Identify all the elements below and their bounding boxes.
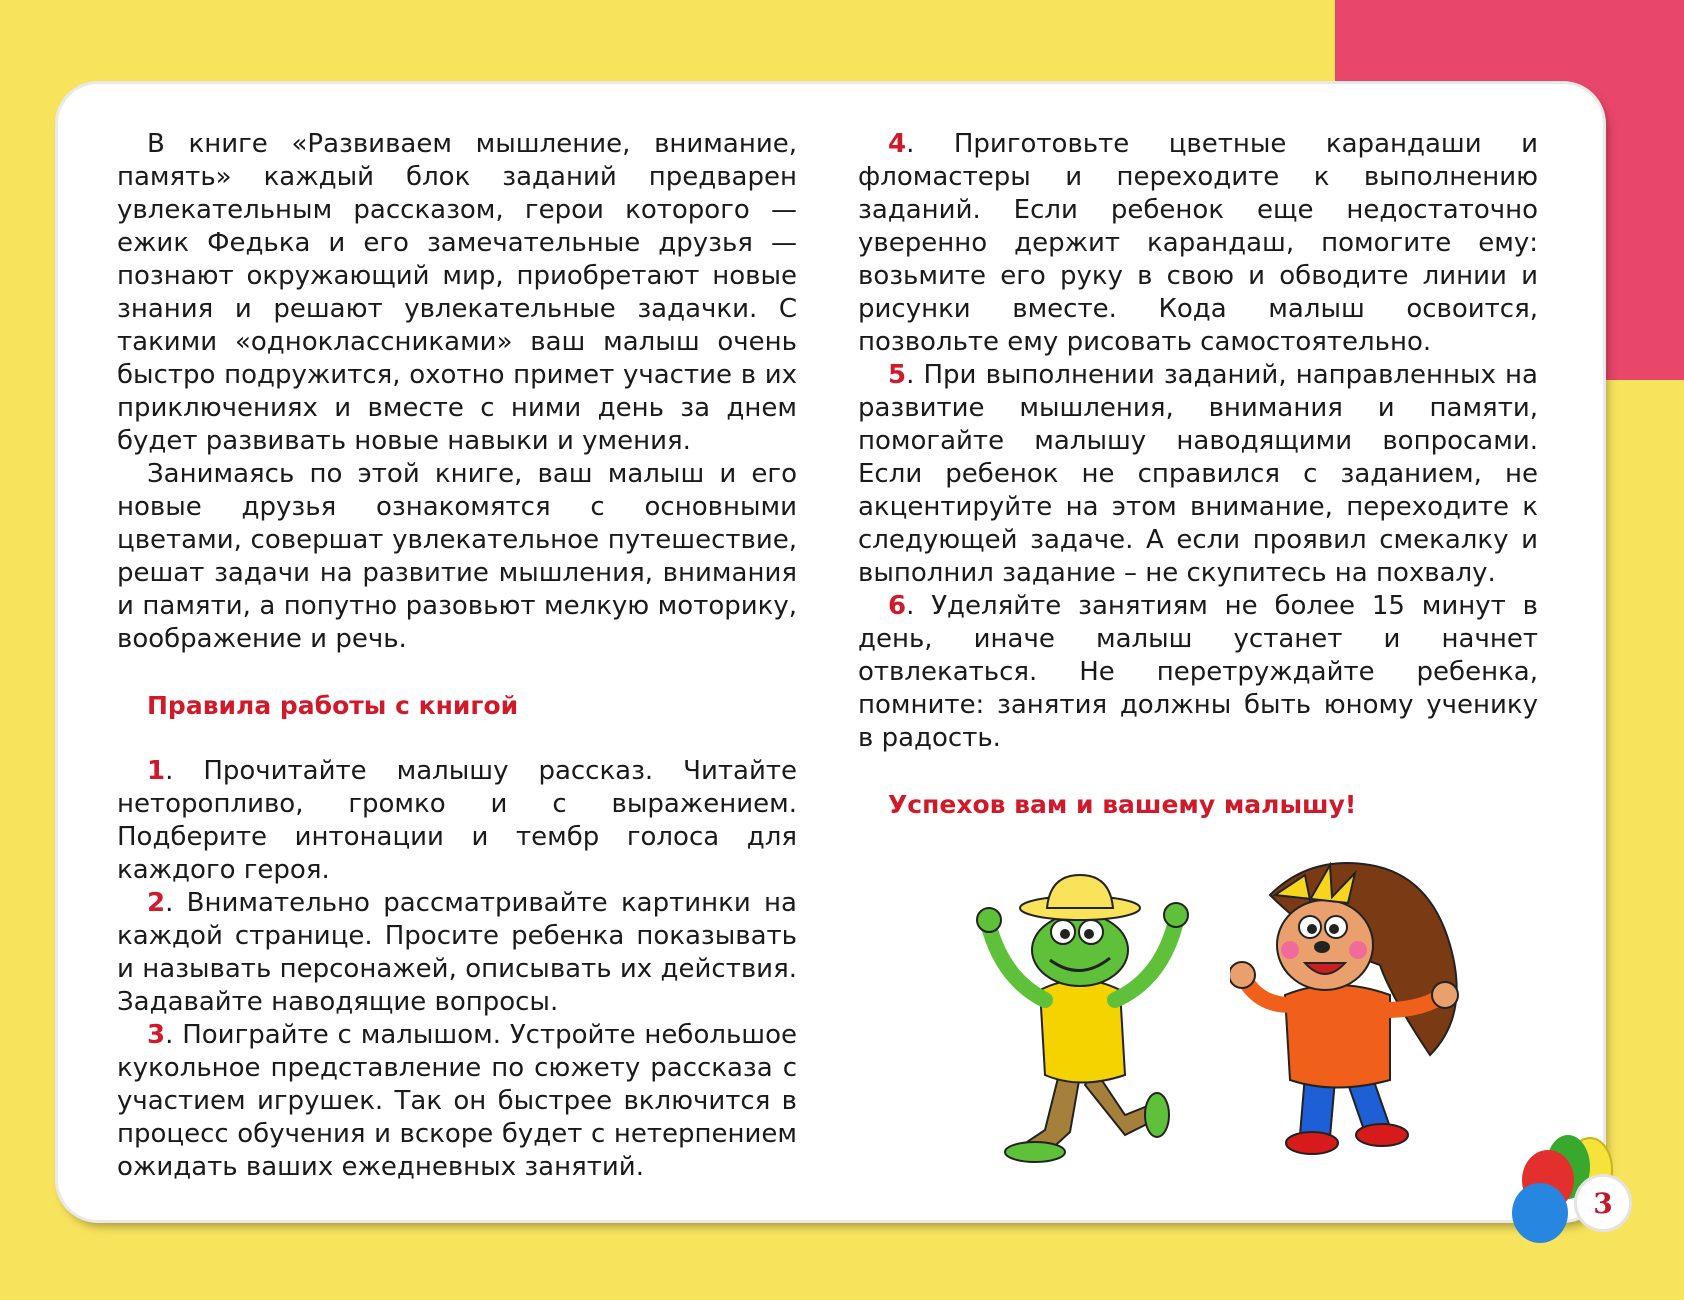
rule-text: . Уделяйте занятиям не более 15 минут в день, иначе малыш устанет и начнет отвлекаться. Не перетруждайте ребенка, помните: занятия должны быть юному ученику в радость. xyxy=(858,591,1538,753)
rule-number: 3 xyxy=(147,1020,166,1050)
rule-6 xyxy=(858,590,1538,755)
right-column xyxy=(858,128,1538,821)
frog-illustration xyxy=(975,870,1200,1170)
intro-paragraph-2: Занимаясь по этой книге, ваш малыш и его новые друзья ознакомятся с основными цветами, совершат увлекательное путешествие, решат задачи на развитие мышления, внимания и памяти, а попутно разовьют мелкую моторику, воображение и речь. xyxy=(117,459,797,654)
closing-wish: Успехов вам и вашему малышу! xyxy=(888,790,1357,819)
rule-text: . Поиграйте с малышом. Устройте небольшое кукольное представление по сюжету рассказа с участием игрушек. Так он быстрее включится в процесс обучения и вскоре будет с нетерпением ожидать ваших ежедневных занятий. xyxy=(117,1020,797,1182)
rule-text: . Внимательно рассматривайте картинки на каждой странице. Просите ребенка показывать и называть персонажей, описывать их действия. Задавайте наводящие вопросы. xyxy=(117,888,797,1017)
left-column xyxy=(117,128,797,1184)
rule-3 xyxy=(117,1019,797,1184)
rule-text: . Приготовьте цветные карандаши и фломастеры и переходите к выполнению заданий. Если ребенок еще недостаточно уверенно держит карандаш, помогите ему: возьмите его руку в свою и обводите линии и рисунки вместе. Кода малыш освоится, позвольте ему рисовать самостоятельно. xyxy=(858,129,1538,357)
rule-text: . Прочитайте малышу рассказ. Читайте неторопливо, громко и с выражением. Подберите интонации и тембр голоса для каждого героя. xyxy=(117,756,797,885)
rule-2 xyxy=(117,887,797,1019)
rules-heading: Правила работы с книгой xyxy=(147,691,519,720)
rule-5 xyxy=(858,359,1538,590)
rule-number: 4 xyxy=(888,129,907,159)
page-number: 3 xyxy=(1574,1174,1632,1232)
rule-number: 2 xyxy=(147,888,166,918)
rule-number: 6 xyxy=(888,591,907,621)
rule-1 xyxy=(117,755,797,887)
rule-number: 5 xyxy=(888,360,907,390)
rule-text: . При выполнении заданий, направленных на развитие мышления, внимания и памяти, помогайте малышу наводящими вопросами. Если ребенок не справился с заданием, не акцентируйте на этом внимание, переходите к следующей задаче. А если проявил смекалку и выполнил задание – не скупитесь на похвалу. xyxy=(858,360,1538,588)
hedgehog-illustration xyxy=(1230,855,1480,1160)
intro-paragraph-1: В книге «Развиваем мышление, внимание, память» каждый блок заданий предварен увлекательным рассказом, герои которого — ежик Федька и его замечательные друзья — познают окружающий мир, приобретают новые знания и решают увлекательные задачки. С такими «одноклассниками» ваш малыш очень быстро подружится, охотно примет участие в их приключениях и вместе с ними день за днем будет развивать новые навыки и умения. xyxy=(117,129,797,456)
rule-number: 1 xyxy=(147,756,166,786)
rule-4 xyxy=(858,128,1538,359)
